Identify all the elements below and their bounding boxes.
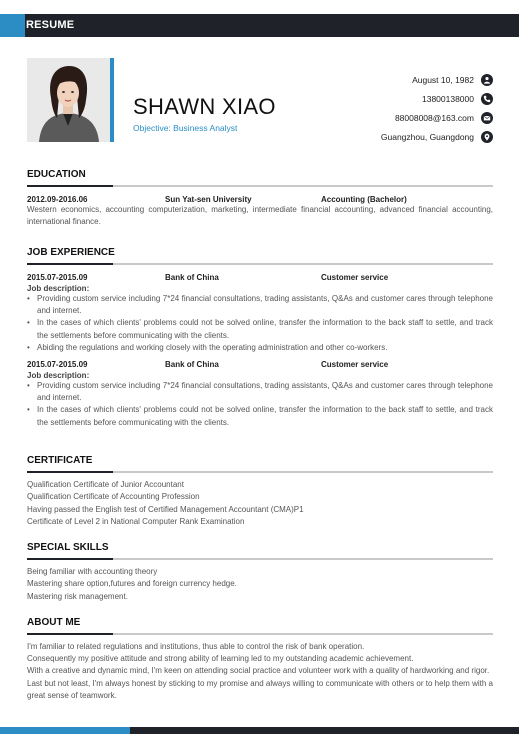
about-paragraph: Consequently my positive attitude and strong ability of learning led to my outstanding academic achievement. bbox=[27, 654, 414, 664]
profile-photo-image bbox=[27, 58, 110, 142]
contact-birthday-text: August 10, 1982 bbox=[412, 74, 474, 85]
section-divider bbox=[27, 263, 493, 265]
education-section bbox=[27, 168, 493, 228]
job-header bbox=[27, 273, 493, 282]
contact-birthday bbox=[381, 70, 493, 89]
experience-title: JOB EXPERIENCE bbox=[27, 247, 115, 258]
header-accent bbox=[0, 14, 25, 37]
job-company: Bank of China bbox=[165, 273, 219, 282]
about-title: ABOUT ME bbox=[27, 617, 81, 628]
section-divider bbox=[27, 185, 493, 187]
footer-bar bbox=[0, 727, 519, 734]
job-description-label: Job description: bbox=[27, 284, 90, 293]
certificate-title: CERTIFICATE bbox=[27, 455, 93, 466]
skills-list bbox=[27, 566, 493, 603]
education-title: EDUCATION bbox=[27, 169, 86, 180]
job-bullets bbox=[27, 380, 493, 429]
job-entry bbox=[27, 360, 493, 429]
education-school: Sun Yat-sen University bbox=[165, 195, 252, 204]
job-description-label: Job description: bbox=[27, 371, 90, 381]
contact-phone bbox=[381, 89, 493, 108]
about-paragraph: I'm familiar to related regulations and institutions, thus able to control the risk of bank operation. bbox=[27, 642, 365, 651]
contact-list bbox=[381, 70, 493, 146]
job-header bbox=[27, 360, 493, 369]
about-text bbox=[27, 641, 493, 702]
contact-phone-text: 13800138000 bbox=[421, 93, 474, 104]
job-bullet: • Providing custom service including 7*24 financial consultations, trading assistants, Q&As and customer cares through telephone and internet. bbox=[27, 293, 493, 317]
job-date: 2015.07-2015.09 bbox=[27, 273, 88, 282]
objective-text: Objective: Business Analyst bbox=[133, 123, 238, 133]
candidate-name: SHAWN XIAO bbox=[133, 94, 276, 119]
footer-accent bbox=[0, 727, 130, 734]
skills-section bbox=[27, 541, 493, 603]
certificate-item: Qualification Certificate of Junior Accountant bbox=[27, 480, 184, 489]
resume-tag: RESUME bbox=[26, 19, 75, 31]
job-bullets bbox=[27, 293, 493, 354]
contact-location-text: Guangzhou, Guangdong bbox=[380, 131, 474, 142]
job-bullet: • Providing custom service including 7*24 financial consultations, trading assistants, Q&As and customer cares through telephone and internet. bbox=[27, 380, 493, 404]
education-date: 2012.09-2016.06 bbox=[27, 195, 88, 204]
skill-item: Mastering risk management. bbox=[27, 591, 128, 601]
section-divider bbox=[27, 633, 493, 635]
contact-email-text: 88008008@163.com bbox=[394, 112, 474, 123]
contact-location bbox=[381, 127, 493, 146]
certificate-item: Certificate of Level 2 in National Computer Rank Examination bbox=[27, 517, 245, 527]
about-section bbox=[27, 616, 493, 702]
about-paragraph: Last but not least, I'm always honest by sticking to my promise and always willing to communicate with others or to help them with a great sense of teamwork. bbox=[27, 678, 493, 700]
skills-title: SPECIAL SKILLS bbox=[27, 542, 109, 553]
job-bullet: • In the cases of which clients' problems could not be solved online, transfer the information to the back staff to settle, and track the settlements before communicating with the clients. bbox=[27, 404, 493, 428]
experience-section bbox=[27, 246, 493, 429]
phone-icon bbox=[481, 93, 493, 105]
header-bar bbox=[0, 14, 519, 37]
section-divider bbox=[27, 471, 493, 473]
certificate-item: Qualification Certificate of Accounting Profession bbox=[27, 492, 200, 502]
contact-email bbox=[381, 108, 493, 127]
certificate-section bbox=[27, 454, 493, 529]
about-paragraph: With a creative and dynamic mind, I'm keen on attending social practice and volunteer work with a quality of hardworking and rigor. bbox=[27, 666, 490, 676]
job-role: Customer service bbox=[321, 360, 389, 370]
education-row bbox=[27, 195, 493, 204]
certificate-item: Having passed the English test of Certified Management Accountant (CMA)P1 bbox=[27, 504, 304, 514]
section-divider bbox=[27, 558, 493, 560]
email-icon bbox=[481, 112, 493, 124]
job-bullet: • Abiding the regulations and working closely with the operating administration and other co-workers. bbox=[27, 342, 493, 354]
job-company: Bank of China bbox=[165, 360, 219, 370]
skill-item: Mastering share option,futures and foreign currency hedge. bbox=[27, 579, 237, 589]
job-role: Customer service bbox=[321, 273, 389, 282]
job-entry bbox=[27, 273, 493, 354]
job-date: 2015.07-2015.09 bbox=[27, 360, 88, 370]
education-degree: Accounting (Bachelor) bbox=[321, 195, 407, 204]
location-icon bbox=[481, 131, 493, 143]
certificate-list bbox=[27, 479, 493, 529]
education-description: Western economics, accounting computerization, marketing, intermediate financial accounting, advanced financial accounting, international finance. bbox=[27, 205, 493, 227]
profile-photo bbox=[27, 58, 114, 142]
job-bullet: • In the cases of which clients' problems could not be solved online, transfer the information to the back staff to settle, and track the settlements before communicating with the clients. bbox=[27, 317, 493, 341]
skill-item: Being familiar with accounting theory bbox=[27, 567, 158, 576]
person-icon bbox=[481, 74, 493, 86]
